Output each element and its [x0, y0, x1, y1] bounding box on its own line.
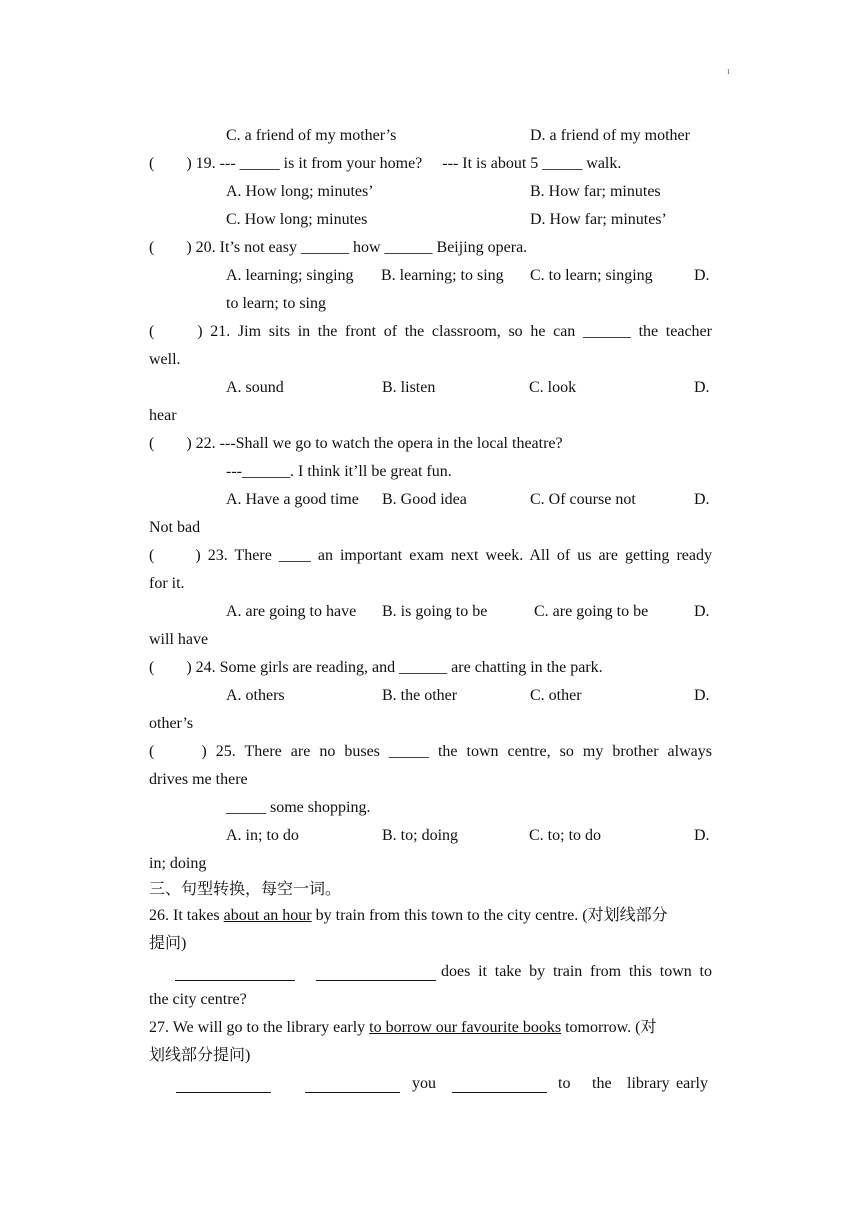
q25-stem-line2: drives me there — [149, 771, 248, 788]
page-mark: ı — [727, 66, 730, 77]
q20-option-d-text: to learn; to sing — [226, 295, 326, 312]
q19-stem: ( ) 19. --- _____ is it from your home? --- It is about 5 _____ walk. — [149, 155, 622, 172]
q27-blank-1[interactable] — [176, 1076, 271, 1093]
q26-answer-text: does it take by train from this town to — [441, 963, 712, 980]
q23-option-d-letter: D. — [694, 603, 710, 620]
q24-option-b: B. the other — [382, 687, 458, 704]
q26-blank-1[interactable] — [175, 964, 295, 981]
q19-options-cd — [0, 206, 860, 234]
q18-option-d: D. a friend of my mother — [530, 127, 690, 144]
q25-stem-line3: _____ some shopping. — [226, 799, 371, 816]
q27-blank-3[interactable] — [452, 1076, 547, 1093]
q24-option-d-letter: D. — [694, 687, 710, 704]
q27-stem-line2: 划线部分提问) — [149, 1047, 251, 1064]
q23-option-d-text: will have — [149, 631, 209, 648]
q20-option-c: C. to learn; singing — [530, 267, 653, 284]
q21-option-c: C. look — [529, 379, 577, 396]
q25-option-c: C. to; to do — [529, 827, 602, 844]
q22-option-a: A. Have a good time — [226, 491, 359, 508]
q20-options — [0, 262, 860, 290]
q26-pre: 26. It takes — [149, 907, 224, 924]
q27-word-early: early — [676, 1075, 708, 1092]
q24-option-d-text: other’s — [149, 715, 194, 732]
q19-option-d: D. How far; minutes’ — [530, 211, 667, 228]
q22-reply: ---______. I think it’ll be great fun. — [226, 463, 452, 480]
q18-option-c: C. a friend of my mother’s — [226, 127, 397, 144]
q23-options — [0, 598, 860, 626]
q25-stem-line1: ( ) 25. There are no buses _____ the town centre, so my brother always — [149, 743, 712, 760]
q21-options — [0, 374, 860, 402]
q25-option-d-text: in; doing — [149, 855, 207, 872]
q27-word-the: the — [592, 1075, 612, 1092]
q23-option-c: C. are going to be — [534, 603, 649, 620]
q26-stem-line2: 提问) — [149, 935, 187, 952]
q21-option-a: A. sound — [226, 379, 284, 396]
q23-option-a: A. are going to have — [226, 603, 357, 620]
q22-stem: ( ) 22. ---Shall we go to watch the opera in the local theatre? — [149, 435, 563, 452]
q27-word-you: you — [412, 1075, 436, 1092]
q27-word-to: to — [558, 1075, 571, 1092]
q24-option-a: A. others — [226, 687, 285, 704]
q27-answer-line — [0, 1070, 860, 1098]
q21-stem-line2: well. — [149, 351, 181, 368]
q26-stem-line1 — [149, 902, 714, 930]
section-3-heading: 三、句型转换，每空一词。 — [149, 881, 342, 898]
q19-options-ab — [0, 178, 860, 206]
q20-option-d-letter: D. — [694, 267, 710, 284]
q27-stem-line1 — [149, 1014, 714, 1042]
q25-options — [0, 822, 860, 850]
q23-stem-line2: for it. — [149, 575, 185, 592]
q19-option-a: A. How long; minutes’ — [226, 183, 374, 200]
q26-answer-line2: the city centre? — [149, 991, 247, 1008]
q21-option-b: B. listen — [382, 379, 436, 396]
q20-option-b: B. learning; to sing — [381, 267, 504, 284]
q21-stem-line1: ( ) 21. Jim sits in the front of the classroom, so he can ______ the teacher — [149, 323, 712, 340]
q25-option-a: A. in; to do — [226, 827, 299, 844]
q24-option-c: C. other — [530, 687, 582, 704]
q21-option-d-letter: D. — [694, 379, 710, 396]
q20-stem: ( ) 20. It’s not easy ______ how ______ Beijing opera. — [149, 239, 528, 256]
q22-option-d-text: Not bad — [149, 519, 201, 536]
q20-option-d-row — [0, 290, 860, 318]
q18-options — [0, 122, 860, 150]
q23-option-b: B. is going to be — [382, 603, 488, 620]
q27-underlined: to borrow our favourite books — [369, 1019, 562, 1036]
q22-options — [0, 486, 860, 514]
q21-option-d-text: hear — [149, 407, 177, 424]
q25-option-d-letter: D. — [694, 827, 710, 844]
q26-underlined: about an hour — [223, 907, 312, 924]
q27-blank-2[interactable] — [305, 1076, 400, 1093]
q22-option-d-letter: D. — [694, 491, 710, 508]
q22-option-c: C. Of course not — [530, 491, 636, 508]
q26-post: by train from this town to the city centre. (对划线部分 — [311, 907, 668, 924]
q19-option-c: C. How long; minutes — [226, 211, 368, 228]
q22-option-b: B. Good idea — [382, 491, 467, 508]
q26-blank-2[interactable] — [316, 964, 436, 981]
q25-option-b: B. to; doing — [382, 827, 459, 844]
q19-option-b: B. How far; minutes — [530, 183, 661, 200]
q20-option-a: A. learning; singing — [226, 267, 354, 284]
q24-stem: ( ) 24. Some girls are reading, and ______ are chatting in the park. — [149, 659, 603, 676]
q27-pre: 27. We will go to the library early — [149, 1019, 370, 1036]
q26-answer-line — [0, 958, 860, 986]
q24-options — [0, 682, 860, 710]
q23-stem-line1: ( ) 23. There ____ an important exam next week. All of us are getting ready — [149, 547, 712, 564]
q27-word-library: library — [627, 1075, 670, 1092]
q27-post: tomorrow. (对 — [561, 1019, 657, 1036]
